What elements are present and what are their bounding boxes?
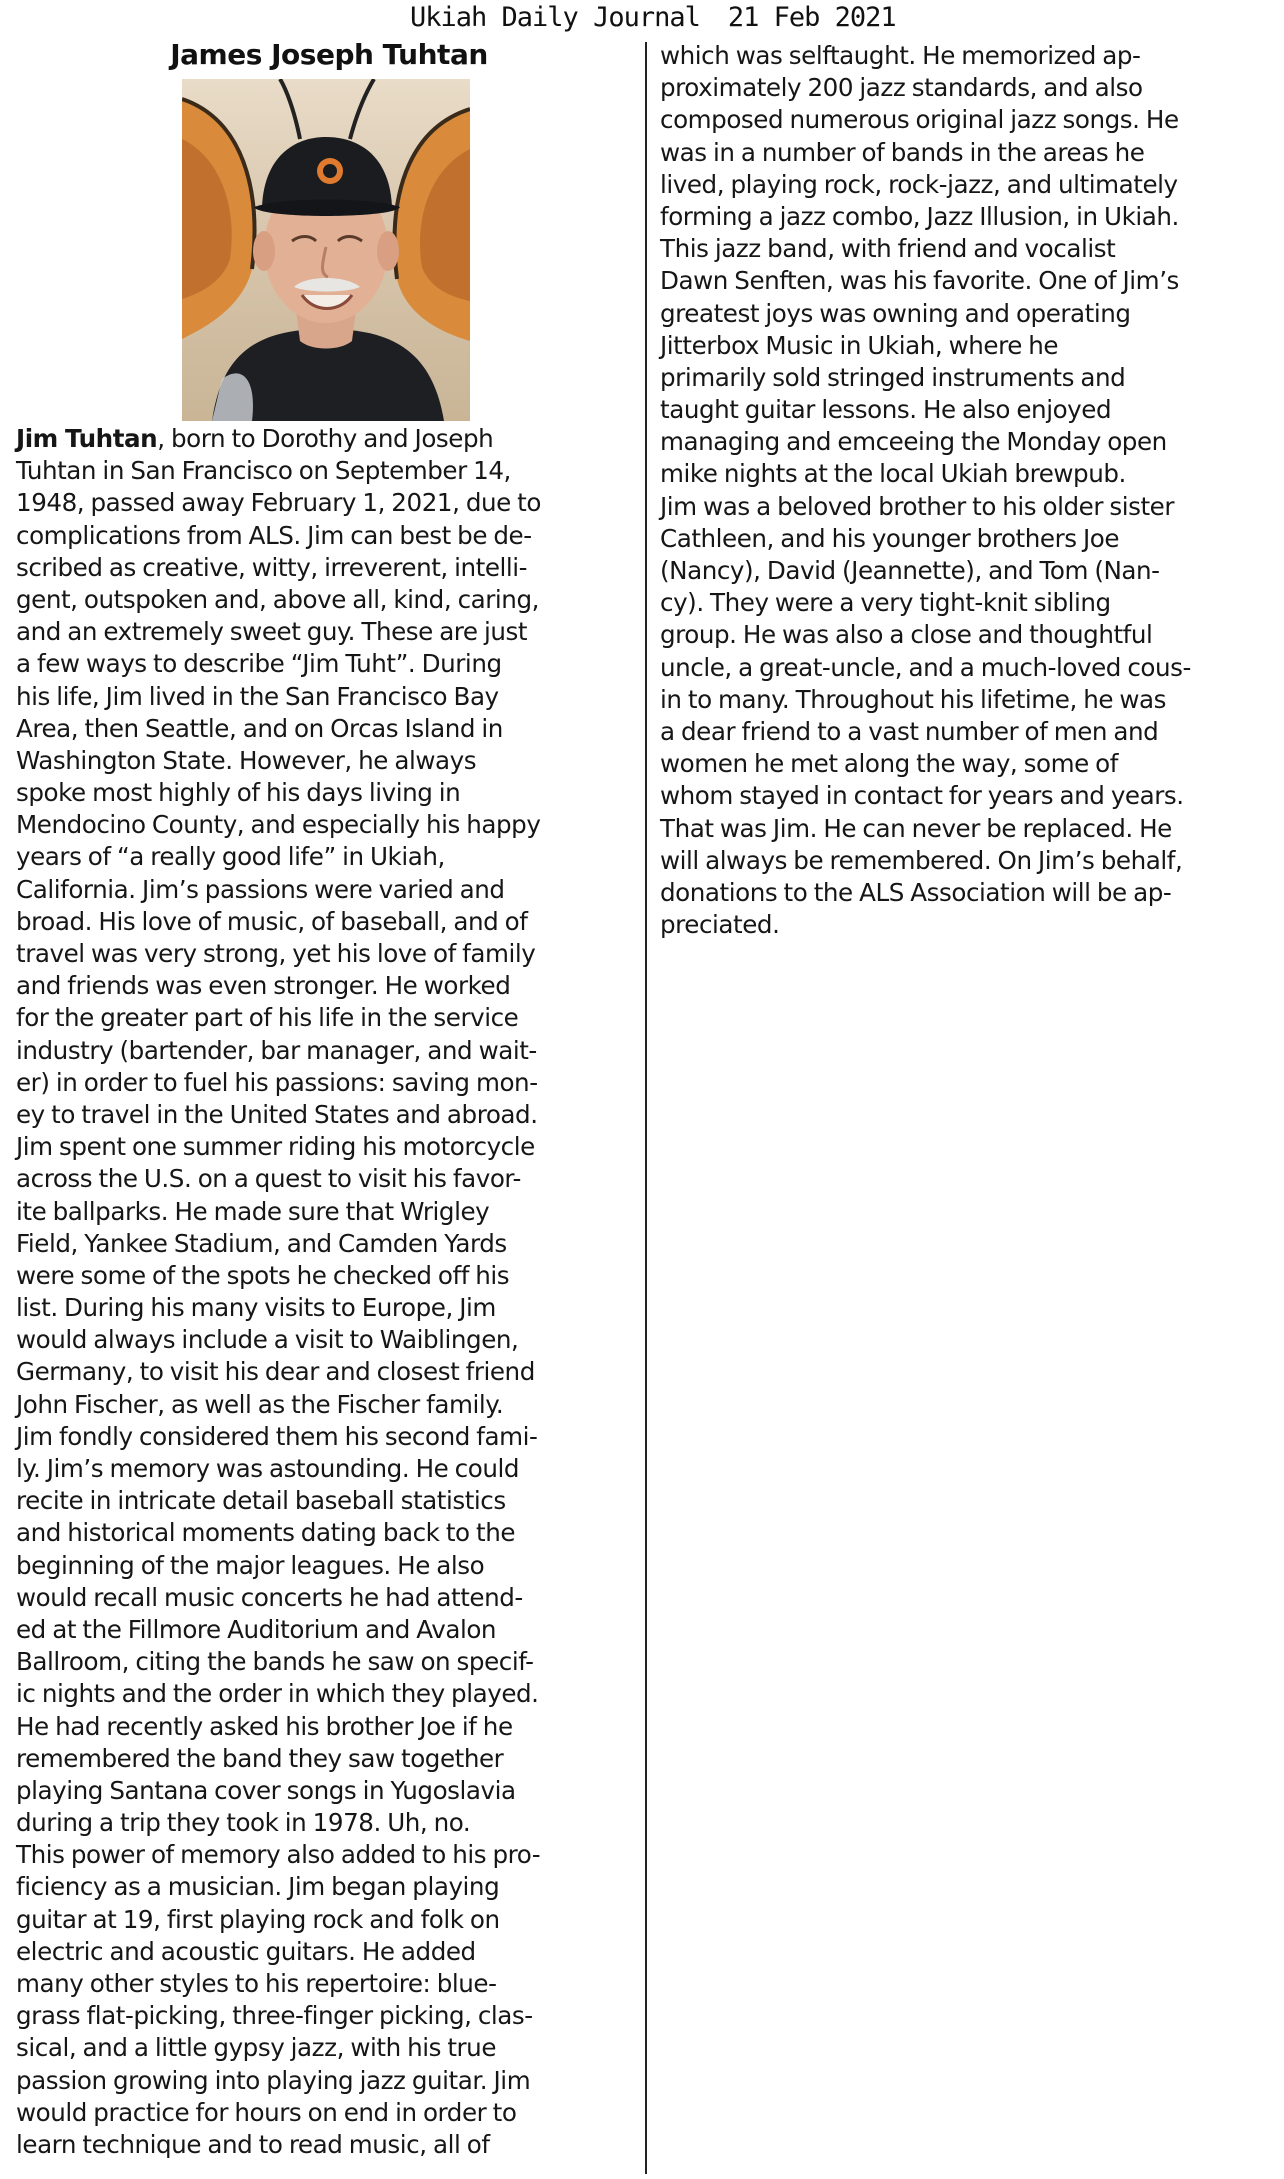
text-line: Germany, to visit his dear and closest friend [16, 1357, 535, 1387]
newspaper-name: Ukiah Daily Journal [410, 2, 700, 33]
text-line: ed at the Fillmore Auditorium and Avalon [16, 1614, 497, 1644]
column-divider [645, 42, 647, 2174]
masthead [410, 2, 896, 33]
text-line: grass flat-picking, three-finger picking, clas- [16, 2001, 533, 2031]
text-line: John Fischer, as well as the Fischer family. [16, 1389, 504, 1419]
text-line: would practice for hours on end in order to [16, 2097, 517, 2127]
obituary-left-column [16, 423, 641, 2161]
text-line: ly. Jim’s memory was astounding. He could [16, 1454, 520, 1483]
text-line: industry (bartender, bar manager, and wait- [16, 1035, 537, 1065]
text-line: This jazz band, with friend and vocalist [660, 234, 1116, 264]
text-line: for the greater part of his life in the service [16, 1003, 519, 1033]
text-line: learn technique and to read music, all of [16, 2129, 490, 2159]
lead-name: Jim Tuhtan [16, 424, 158, 453]
text-line: forming a jazz combo, Jazz Illusion, in Ukiah. [660, 201, 1179, 231]
text-line: were some of the spots he checked off his [16, 1260, 510, 1290]
text-line: scribed as creative, witty, irreverent, intelli- [16, 552, 528, 582]
text-line: Jitterbox Music in Ukiah, where he [660, 330, 1059, 360]
text-line: Dawn Senften, was his favorite. One of Jim’s [660, 266, 1179, 296]
text-line: his life, Jim lived in the San Francisco Bay [16, 681, 499, 711]
text-line: was in a number of bands in the areas he [660, 137, 1145, 167]
obituary-right-column [660, 40, 1280, 941]
text-line: Jim fondly considered them his second fami- [16, 1421, 538, 1451]
text-line: will always be remembered. On Jim’s behalf, [660, 845, 1183, 875]
text-line: spoke most highly of his days living in [16, 778, 461, 808]
text-line: sical, and a little gypsy jazz, with his true [16, 2033, 497, 2063]
text-line: er) in order to fuel his passions: saving mon- [16, 1067, 538, 1097]
text-line: gent, outspoken and, above all, kind, caring, [16, 584, 539, 614]
text-line: Ballroom, citing the bands he saw on specif- [16, 1647, 534, 1677]
text-line: electric and acoustic guitars. He added [16, 1936, 476, 1966]
text-line: guitar at 19, first playing rock and folk on [16, 1904, 500, 1934]
text-line: complications from ALS. Jim can best be de- [16, 520, 532, 550]
text-line: 1948, passed away February 1, 2021, due to [16, 488, 541, 518]
text-line: Tuhtan in San Francisco on September 14, [16, 456, 511, 486]
text-line: passion growing into playing jazz guitar. Jim [16, 2065, 531, 2095]
text-line: would always include a visit to Waiblingen, [16, 1325, 519, 1355]
text-line: mike nights at the local Ukiah brewpub. [660, 459, 1126, 489]
text-line: during a trip they took in 1978. Uh, no. [16, 1808, 471, 1838]
text-line: lived, playing rock, rock-jazz, and ultimately [660, 169, 1178, 199]
first-line-text: , born to Dorothy and Joseph [157, 424, 494, 453]
text-line: which was selftaught. He memorized ap- [660, 41, 1141, 70]
text-line: Jim spent one summer riding his motorcycle [16, 1132, 535, 1162]
text-line: He had recently asked his brother Joe if he [16, 1711, 513, 1741]
text-line: primarily sold stringed instruments and [660, 362, 1126, 392]
text-line: ite ballparks. He made sure that Wrigley [16, 1196, 490, 1226]
text-line: ey to travel in the United States and abroad. [16, 1099, 538, 1129]
text-line: Mendocino County, and especially his happy [16, 810, 541, 840]
text-line: (Nancy), David (Jeannette), and Tom (Nan- [660, 556, 1160, 585]
portrait-photo [182, 79, 470, 421]
text-line: This power of memory also added to his pro- [16, 1840, 541, 1870]
first-line [16, 423, 641, 455]
text-line: would recall music concerts he had attend- [16, 1582, 523, 1612]
publication-date: 21 Feb 2021 [727, 2, 896, 33]
text-line: remembered the band they saw together [16, 1743, 504, 1773]
text-line: managing and emceeing the Monday open [660, 427, 1167, 457]
text-line: playing Santana cover songs in Yugoslavia [16, 1775, 516, 1805]
text-line: Jim was a beloved brother to his older sister [660, 491, 1175, 521]
text-line: a few ways to describe “Jim Tuht”. During [16, 649, 502, 679]
text-line: and historical moments dating back to the [16, 1518, 516, 1548]
text-line: recite in intricate detail baseball statistics [16, 1486, 506, 1516]
text-line: cy). They were a very tight-knit sibling [660, 588, 1111, 618]
text-line: Cathleen, and his younger brothers Joe [660, 523, 1120, 553]
text-line: That was Jim. He can never be replaced. He [660, 813, 1172, 843]
text-line: donations to the ALS Association will be ap- [660, 877, 1172, 907]
text-line: taught guitar lessons. He also enjoyed [660, 395, 1112, 425]
text-line: preciated. [660, 910, 780, 940]
text-line: uncle, a great-uncle, and a much-loved cous- [660, 652, 1191, 682]
text-line: many other styles to his repertoire: blue- [16, 1969, 497, 1998]
text-line: proximately 200 jazz standards, and also [660, 73, 1143, 103]
text-line: Area, then Seattle, and on Orcas Island in [16, 713, 503, 743]
text-line: and friends was even stronger. He worked [16, 971, 511, 1001]
text-line: Field, Yankee Stadium, and Camden Yards [16, 1228, 507, 1258]
text-line: travel was very strong, yet his love of family [16, 939, 536, 968]
text-line: Washington State. However, he always [16, 745, 477, 775]
text-line: broad. His love of music, of baseball, and of [16, 906, 528, 936]
text-line: a dear friend to a vast number of men and [660, 716, 1159, 746]
text-line: ic nights and the order in which they played. [16, 1679, 539, 1709]
text-line: across the U.S. on a quest to visit his favor- [16, 1164, 521, 1194]
text-line: ficiency as a musician. Jim began playing [16, 1872, 500, 1902]
text-line: greatest joys was owning and operating [660, 298, 1131, 328]
text-line: whom stayed in contact for years and years. [660, 781, 1184, 811]
text-line: in to many. Throughout his lifetime, he was [660, 684, 1167, 714]
text-line: years of “a really good life” in Ukiah, [16, 842, 445, 872]
text-line: and an extremely sweet guy. These are just [16, 617, 528, 647]
text-line: California. Jim’s passions were varied and [16, 874, 505, 904]
text-line: beginning of the major leagues. He also [16, 1550, 485, 1580]
obituary-headline: James Joseph Tuhtan [170, 38, 488, 71]
text-line: list. During his many visits to Europe, Jim [16, 1293, 496, 1323]
text-line: group. He was also a close and thoughtful [660, 620, 1153, 650]
text-line: composed numerous original jazz songs. He [660, 105, 1179, 135]
text-line: women he met along the way, some of [660, 749, 1118, 779]
